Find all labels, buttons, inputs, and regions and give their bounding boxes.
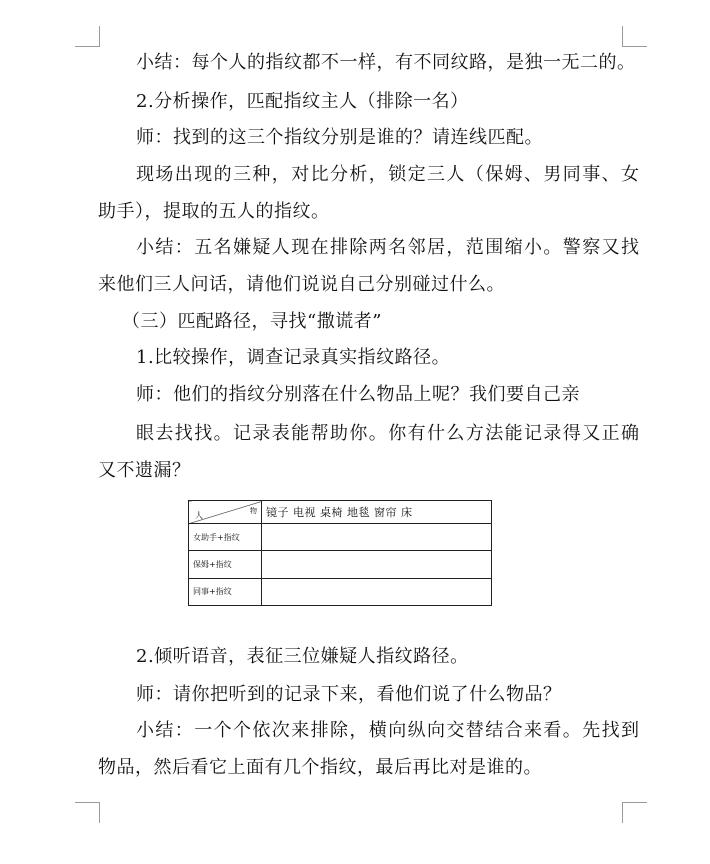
table-header-row [189,501,492,524]
paragraph-summary-2-line-1: 小结：五名嫌疑人现在排除两名邻居，范围缩小。警察又找 [136,237,641,258]
paragraph-teacher-2-line-2: 眼去找找。记录表能帮助你。你有什么方法能记录得又正确 [136,423,641,444]
table-items-header: 镜子 电视 桌椅 地毯 窗帘 床 [262,501,492,524]
table-row [189,578,492,605]
table-row [189,551,492,578]
fingerprint-record-table [188,500,492,606]
corner-label-item: 物 [250,507,257,515]
table-row [189,524,492,551]
row-label-nanny: 保姆+指纹 [189,551,262,578]
table-corner-cell [189,501,262,524]
paragraph-teacher-3: 师：请你把听到的记录下来，看他们说了什么物品？ [136,684,562,705]
paragraph-teacher-1: 师：找到的这三个指纹分别是谁的？请连线匹配。 [136,127,543,148]
corner-mark-top-right [622,26,647,47]
paragraph-teacher-2-line-1: 师：他们的指纹分别落在什么物品上呢？我们要自己亲 [136,384,580,405]
paragraph-summary-3-line-1: 小结：一个个依次来排除，横向纵向交替结合来看。先找到 [136,720,641,741]
paragraph-analysis-line-1: 现场出现的三种，对比分析，锁定三人（保姆、男同事、女 [136,164,641,185]
paragraph-step-2: 2.分析操作，匹配指纹主人（排除一名） [136,91,469,112]
row-record-cell[interactable] [262,578,492,605]
corner-mark-top-left [75,26,100,47]
paragraph-summary-1: 小结：每个人的指纹都不一样，有不同纹路，是独一无二的。 [136,52,636,73]
corner-label-person: 人 [195,511,203,521]
paragraph-step-1: 1.比较操作，调查记录真实指纹路径。 [136,347,451,368]
paragraph-teacher-2-line-3: 又不遗漏？ [98,460,191,481]
row-record-cell[interactable] [262,551,492,578]
paragraph-analysis-line-2: 助手），提取的五人的指纹。 [98,201,330,222]
paragraph-summary-3-line-2: 物品，然后看它上面有几个指纹，最后再比对是谁的。 [98,757,542,778]
row-label-colleague: 同事+指纹 [189,578,262,605]
paragraph-step-2b: 2.倾听语音，表征三位嫌疑人指纹路径。 [136,646,469,667]
row-record-cell[interactable] [262,524,492,551]
row-label-assistant: 女助手+指纹 [189,524,262,551]
corner-mark-bottom-left [75,802,100,823]
corner-mark-bottom-right [622,802,647,823]
section-heading-3: （三）匹配路径，寻找“撒谎者” [122,311,382,332]
paragraph-summary-2-line-2: 来他们三人问话，请他们说说自己分别碰过什么。 [98,274,505,295]
